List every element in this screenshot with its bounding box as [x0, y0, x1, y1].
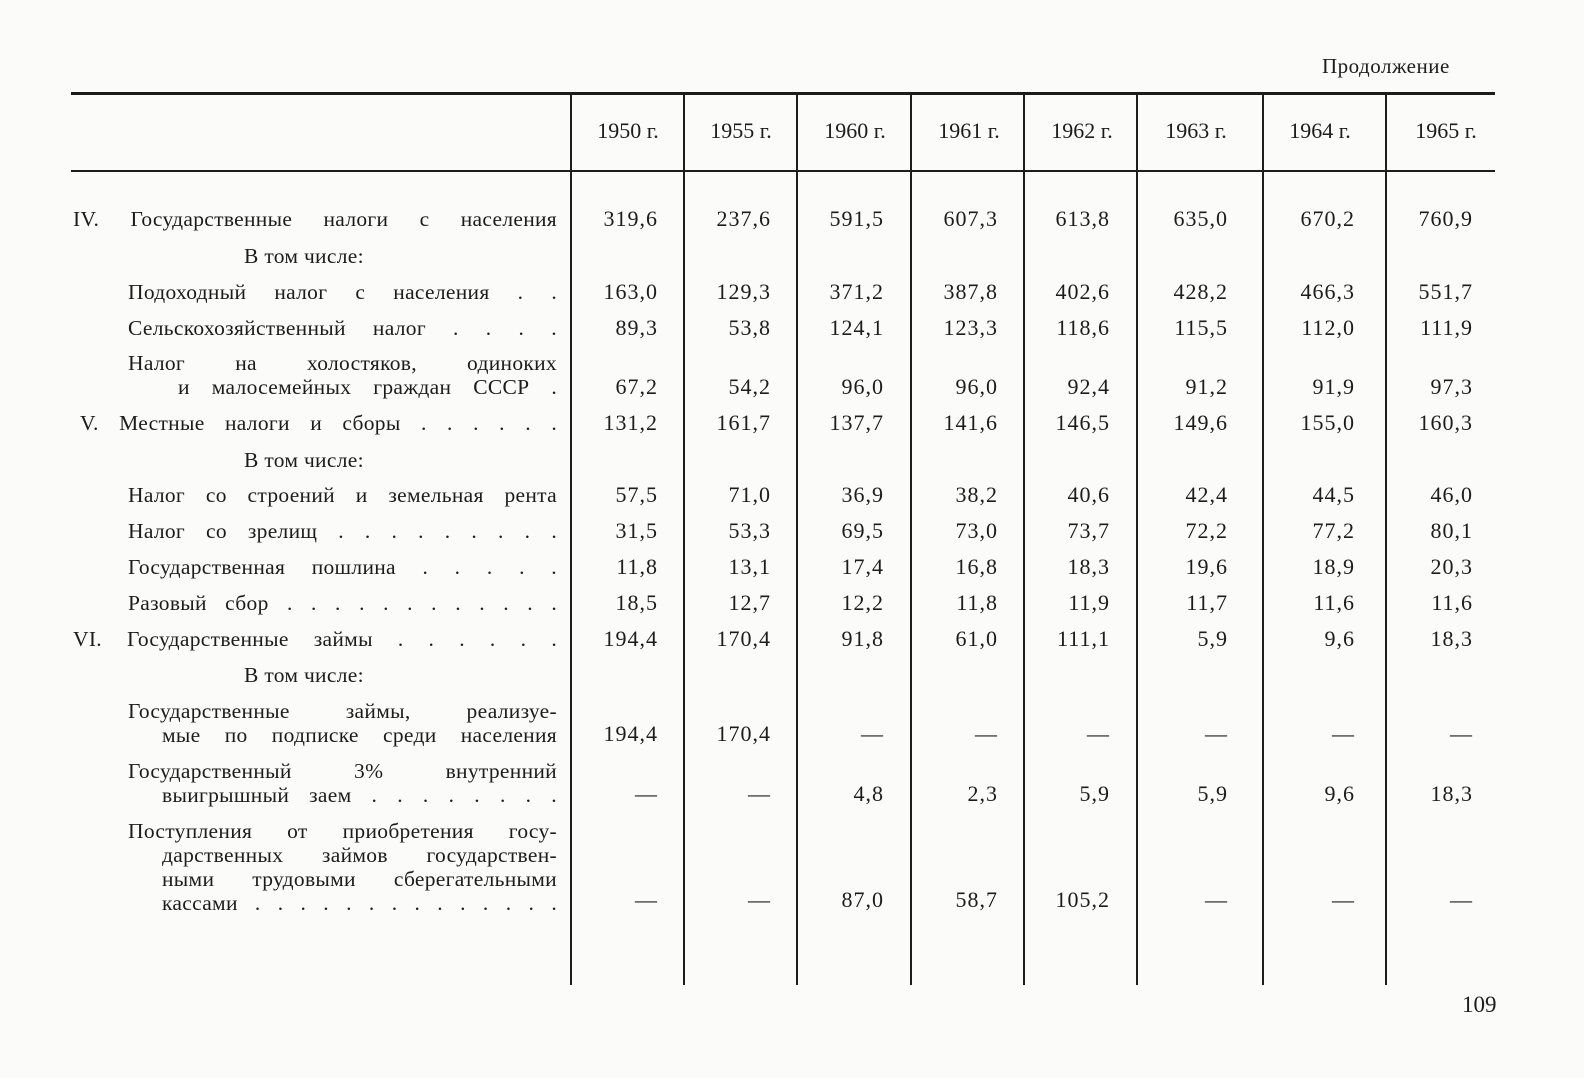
row-label: Сельскохозяйственный налог . . . . [128, 316, 557, 340]
table-cell: 16,8 [955, 554, 998, 579]
row-label: VI. Государственные займы . . . . . . [73, 627, 557, 651]
table-cell: 17,4 [841, 554, 884, 579]
table-cell: 80,1 [1430, 518, 1473, 543]
row-label: и малосемейных граждан СССР . [178, 375, 557, 399]
table-cell: 111,9 [1420, 315, 1473, 340]
column-header-year: 1960 г. [824, 118, 886, 143]
row-label: V. Местные налоги и сборы . . . . . . [80, 411, 557, 435]
table-cell: 137,7 [829, 410, 884, 435]
table-cell: 112,0 [1301, 315, 1355, 340]
table-cell: 54,2 [728, 374, 771, 399]
table-cell: 61,0 [955, 626, 998, 651]
row-label: ными трудовыми сберегательными [162, 867, 557, 891]
table-cell: 18,3 [1067, 554, 1110, 579]
table-cell: 670,2 [1300, 206, 1355, 231]
table-cell: 111,1 [1057, 626, 1110, 651]
table-cell: 161,7 [716, 410, 771, 435]
table-cell: 2,3 [967, 781, 998, 806]
table-cell: 607,3 [943, 206, 998, 231]
table-cell: 9,6 [1324, 781, 1355, 806]
table-cell: 387,8 [943, 279, 998, 304]
table-cell: 91,9 [1312, 374, 1355, 399]
column-header-year: 1965 г. [1415, 118, 1477, 143]
table-cell: 58,7 [955, 887, 998, 912]
table-cell: 402,6 [1055, 279, 1110, 304]
table-cell: 163,0 [603, 279, 658, 304]
row-label: В том числе: [244, 244, 364, 268]
table-cell: 20,3 [1430, 554, 1473, 579]
table-cell: 371,2 [829, 279, 884, 304]
table-cell: 131,2 [603, 410, 658, 435]
table-cell: 72,2 [1185, 518, 1228, 543]
table-cell: 115,5 [1174, 315, 1228, 340]
table-cell: 13,1 [728, 554, 771, 579]
row-label: Налог со зрелищ . . . . . . . . . [128, 519, 557, 543]
table-cell: 155,0 [1300, 410, 1355, 435]
table-cell: 73,0 [955, 518, 998, 543]
table-cell: 11,8 [956, 590, 998, 615]
table-cell: 53,8 [728, 315, 771, 340]
table-cell: 67,2 [615, 374, 658, 399]
page-number: 109 [1462, 992, 1497, 1017]
table-cell: — [748, 781, 771, 806]
row-label: Разовый сбор . . . . . . . . . . . . [128, 591, 557, 615]
table-cell: 53,3 [728, 518, 771, 543]
table-cell: 635,0 [1173, 206, 1228, 231]
table-cell: 36,9 [841, 482, 884, 507]
table-cell: 96,0 [841, 374, 884, 399]
column-header-year: 1955 г. [710, 118, 772, 143]
column-header-year: 1964 г. [1289, 118, 1351, 143]
column-header-year: 1950 г. [597, 118, 659, 143]
table-cell: 194,4 [603, 626, 658, 651]
table-cell: 12,7 [728, 590, 771, 615]
row-label: Поступления от приобретения госу- [128, 819, 557, 843]
table-cell: — [748, 887, 771, 912]
table-cell: 89,3 [615, 315, 658, 340]
continuation-label: Продолжение [1322, 54, 1450, 78]
table-cell: 19,6 [1185, 554, 1228, 579]
table-cell: 38,2 [955, 482, 998, 507]
row-label: Подоходный налог с населения . . [128, 280, 557, 304]
table-cell: 11,6 [1431, 590, 1473, 615]
table-cell: 5,9 [1079, 781, 1110, 806]
column-header-year: 1961 г. [938, 118, 1000, 143]
table-cell: 428,2 [1173, 279, 1228, 304]
table-cell: 18,5 [615, 590, 658, 615]
table-cell: 760,9 [1418, 206, 1473, 231]
table-cell: 170,4 [716, 626, 771, 651]
table-cell: 613,8 [1055, 206, 1110, 231]
table-cell: 11,6 [1313, 590, 1355, 615]
table-cell: — [1205, 887, 1228, 912]
table-cell: — [1450, 721, 1473, 746]
table-cell: 123,3 [943, 315, 998, 340]
row-label: выигрышный заем . . . . . . . . [162, 783, 557, 807]
row-label: Налог на холостяков, одиноких [128, 351, 557, 375]
column-header-year: 1962 г. [1051, 118, 1113, 143]
table-cell: 40,6 [1067, 482, 1110, 507]
table-cell: 18,3 [1430, 626, 1473, 651]
table-cell: 12,2 [841, 590, 884, 615]
row-label: Государственная пошлина . . . . . [128, 555, 557, 579]
table-cell: 18,3 [1430, 781, 1473, 806]
row-label: Налог со строений и земельная рента [128, 483, 557, 507]
table-cell: 194,4 [603, 721, 658, 746]
table-cell: — [861, 721, 884, 746]
table-cell: 44,5 [1312, 482, 1355, 507]
table-cell: 237,6 [716, 206, 771, 231]
table-cell: 57,5 [615, 482, 658, 507]
row-label: IV. Государственные налоги с населения [73, 207, 557, 231]
table-cell: 96,0 [955, 374, 998, 399]
table-cell: 11,7 [1186, 590, 1228, 615]
table-cell: 11,8 [616, 554, 658, 579]
row-label: мые по подписке среди населения [162, 723, 557, 747]
row-label: кассами . . . . . . . . . . . . . . [162, 891, 557, 915]
row-label: Государственный 3% внутренний [128, 759, 557, 783]
table-cell: 149,6 [1173, 410, 1228, 435]
table-cell: — [1087, 721, 1110, 746]
table-cell: 91,8 [841, 626, 884, 651]
table-cell: 73,7 [1067, 518, 1110, 543]
table-cell: 97,3 [1430, 374, 1473, 399]
table-cell: 5,9 [1197, 781, 1228, 806]
table-cell: 46,0 [1430, 482, 1473, 507]
table-cell: — [635, 781, 658, 806]
column-header-year: 1963 г. [1165, 118, 1227, 143]
table-cell: — [635, 887, 658, 912]
row-label: В том числе: [244, 663, 364, 687]
table-cell: 92,4 [1067, 374, 1110, 399]
table-cell: — [1332, 721, 1355, 746]
table-cell: 170,4 [716, 721, 771, 746]
header-rule [71, 170, 1495, 172]
table-cell: 87,0 [841, 887, 884, 912]
table-cell: 551,7 [1418, 279, 1473, 304]
table-cell: 319,6 [603, 206, 658, 231]
table-cell: 71,0 [728, 482, 771, 507]
table-cell: 91,2 [1185, 374, 1228, 399]
table-cell: — [975, 721, 998, 746]
row-label: В том числе: [244, 448, 364, 472]
table-cell: 118,6 [1056, 315, 1110, 340]
row-label: дарственных займов государствен- [162, 843, 557, 867]
table-cell: — [1332, 887, 1355, 912]
table-cell: 160,3 [1418, 410, 1473, 435]
table-cell: 11,9 [1068, 590, 1110, 615]
table-cell: 466,3 [1300, 279, 1355, 304]
table-cell: 31,5 [615, 518, 658, 543]
table-cell: 42,4 [1185, 482, 1228, 507]
table-cell: 591,5 [829, 206, 884, 231]
table-cell: 141,6 [943, 410, 998, 435]
table-cell: 77,2 [1312, 518, 1355, 543]
table-cell: 9,6 [1324, 626, 1355, 651]
table-cell: 105,2 [1055, 887, 1110, 912]
row-label: Государственные займы, реализуе- [128, 699, 557, 723]
table-cell: 5,9 [1197, 626, 1228, 651]
top-rule [71, 92, 1495, 95]
table-cell: 69,5 [841, 518, 884, 543]
table-cell: 146,5 [1055, 410, 1110, 435]
table-cell: — [1205, 721, 1228, 746]
table-cell: 18,9 [1312, 554, 1355, 579]
table-cell: 4,8 [853, 781, 884, 806]
table-cell: 129,3 [716, 279, 771, 304]
table-cell: — [1450, 887, 1473, 912]
table-cell: 124,1 [829, 315, 884, 340]
